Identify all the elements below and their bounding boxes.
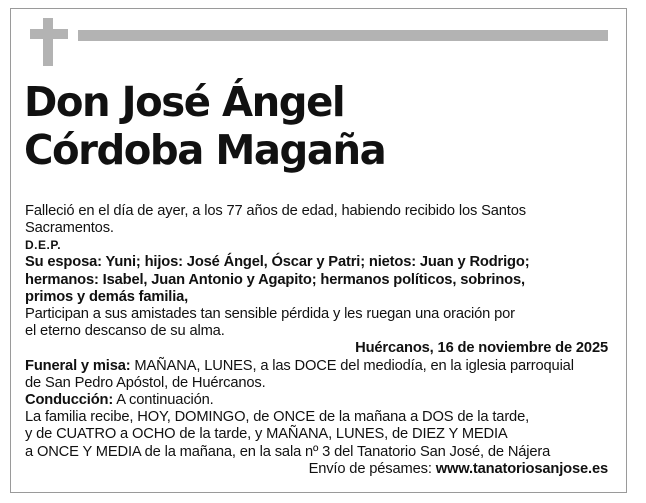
message-text	[25, 306, 608, 340]
header-rule	[78, 30, 608, 41]
cross-vertical-bar	[43, 18, 53, 66]
funeral-label: Funeral y misa:	[25, 357, 131, 374]
dep-label: D.E.P.	[25, 238, 62, 253]
name-line-1: Don José Ángel	[24, 78, 345, 126]
intro-text: Falleció en el día de ayer, a los 77 años de edad, habiendo recibido los Santos Sacramentos.	[25, 203, 526, 237]
conduccion-text: A continuación.	[113, 392, 214, 409]
funeral-line-2: de San Pedro Apóstol, de Huércanos.	[25, 374, 266, 391]
conduccion-label: Conducción:	[25, 392, 114, 409]
message-line-1: Participan a sus amistades tan sensible pérdida y les ruegan una oración por	[25, 306, 515, 323]
visit-line-2: y de CUATRO a OCHO de la tarde, y MAÑANA, LUNES, de DIEZ Y MEDIA	[25, 426, 508, 443]
name-line-2: Córdoba Magaña	[24, 126, 386, 174]
family-list	[25, 254, 608, 306]
deceased-name	[24, 78, 385, 174]
funeral-info	[25, 358, 608, 392]
visit-line-3: a ONCE Y MEDIA de la mañana, en la sala nº 3 del Tanatorio San José, de Nájera	[25, 443, 551, 460]
condolences	[25, 461, 608, 478]
funeral-line-1: MAÑANA, LUNES, a las DOCE del mediodía, en la iglesia parroquial	[130, 357, 574, 374]
conduccion-info	[25, 392, 608, 409]
family-line-2: hermanos: Isabel, Juan Antonio y Agapito; hermanos políticos, sobrinos,	[25, 271, 525, 288]
message-line-2: el eterno descanso de su alma.	[25, 323, 225, 340]
place-date: Huércanos, 16 de noviembre de 2025	[355, 340, 608, 357]
visit-line-1: La familia recibe, HOY, DOMINGO, de ONCE de la mañana a DOS de la tarde,	[25, 409, 530, 426]
condolences-link[interactable]: www.tanatoriosanjose.es	[435, 460, 608, 477]
condolences-label: Envío de pésames:	[308, 460, 436, 477]
visitation-info	[25, 409, 608, 461]
family-line-3: primos y demás familia,	[25, 288, 189, 305]
obituary-body	[25, 203, 608, 478]
family-line-1: Su esposa: Yuni; hijos: José Ángel, Óscar y Patri; nietos: Juan y Rodrigo;	[25, 254, 530, 271]
cross-horizontal-bar	[30, 29, 68, 39]
